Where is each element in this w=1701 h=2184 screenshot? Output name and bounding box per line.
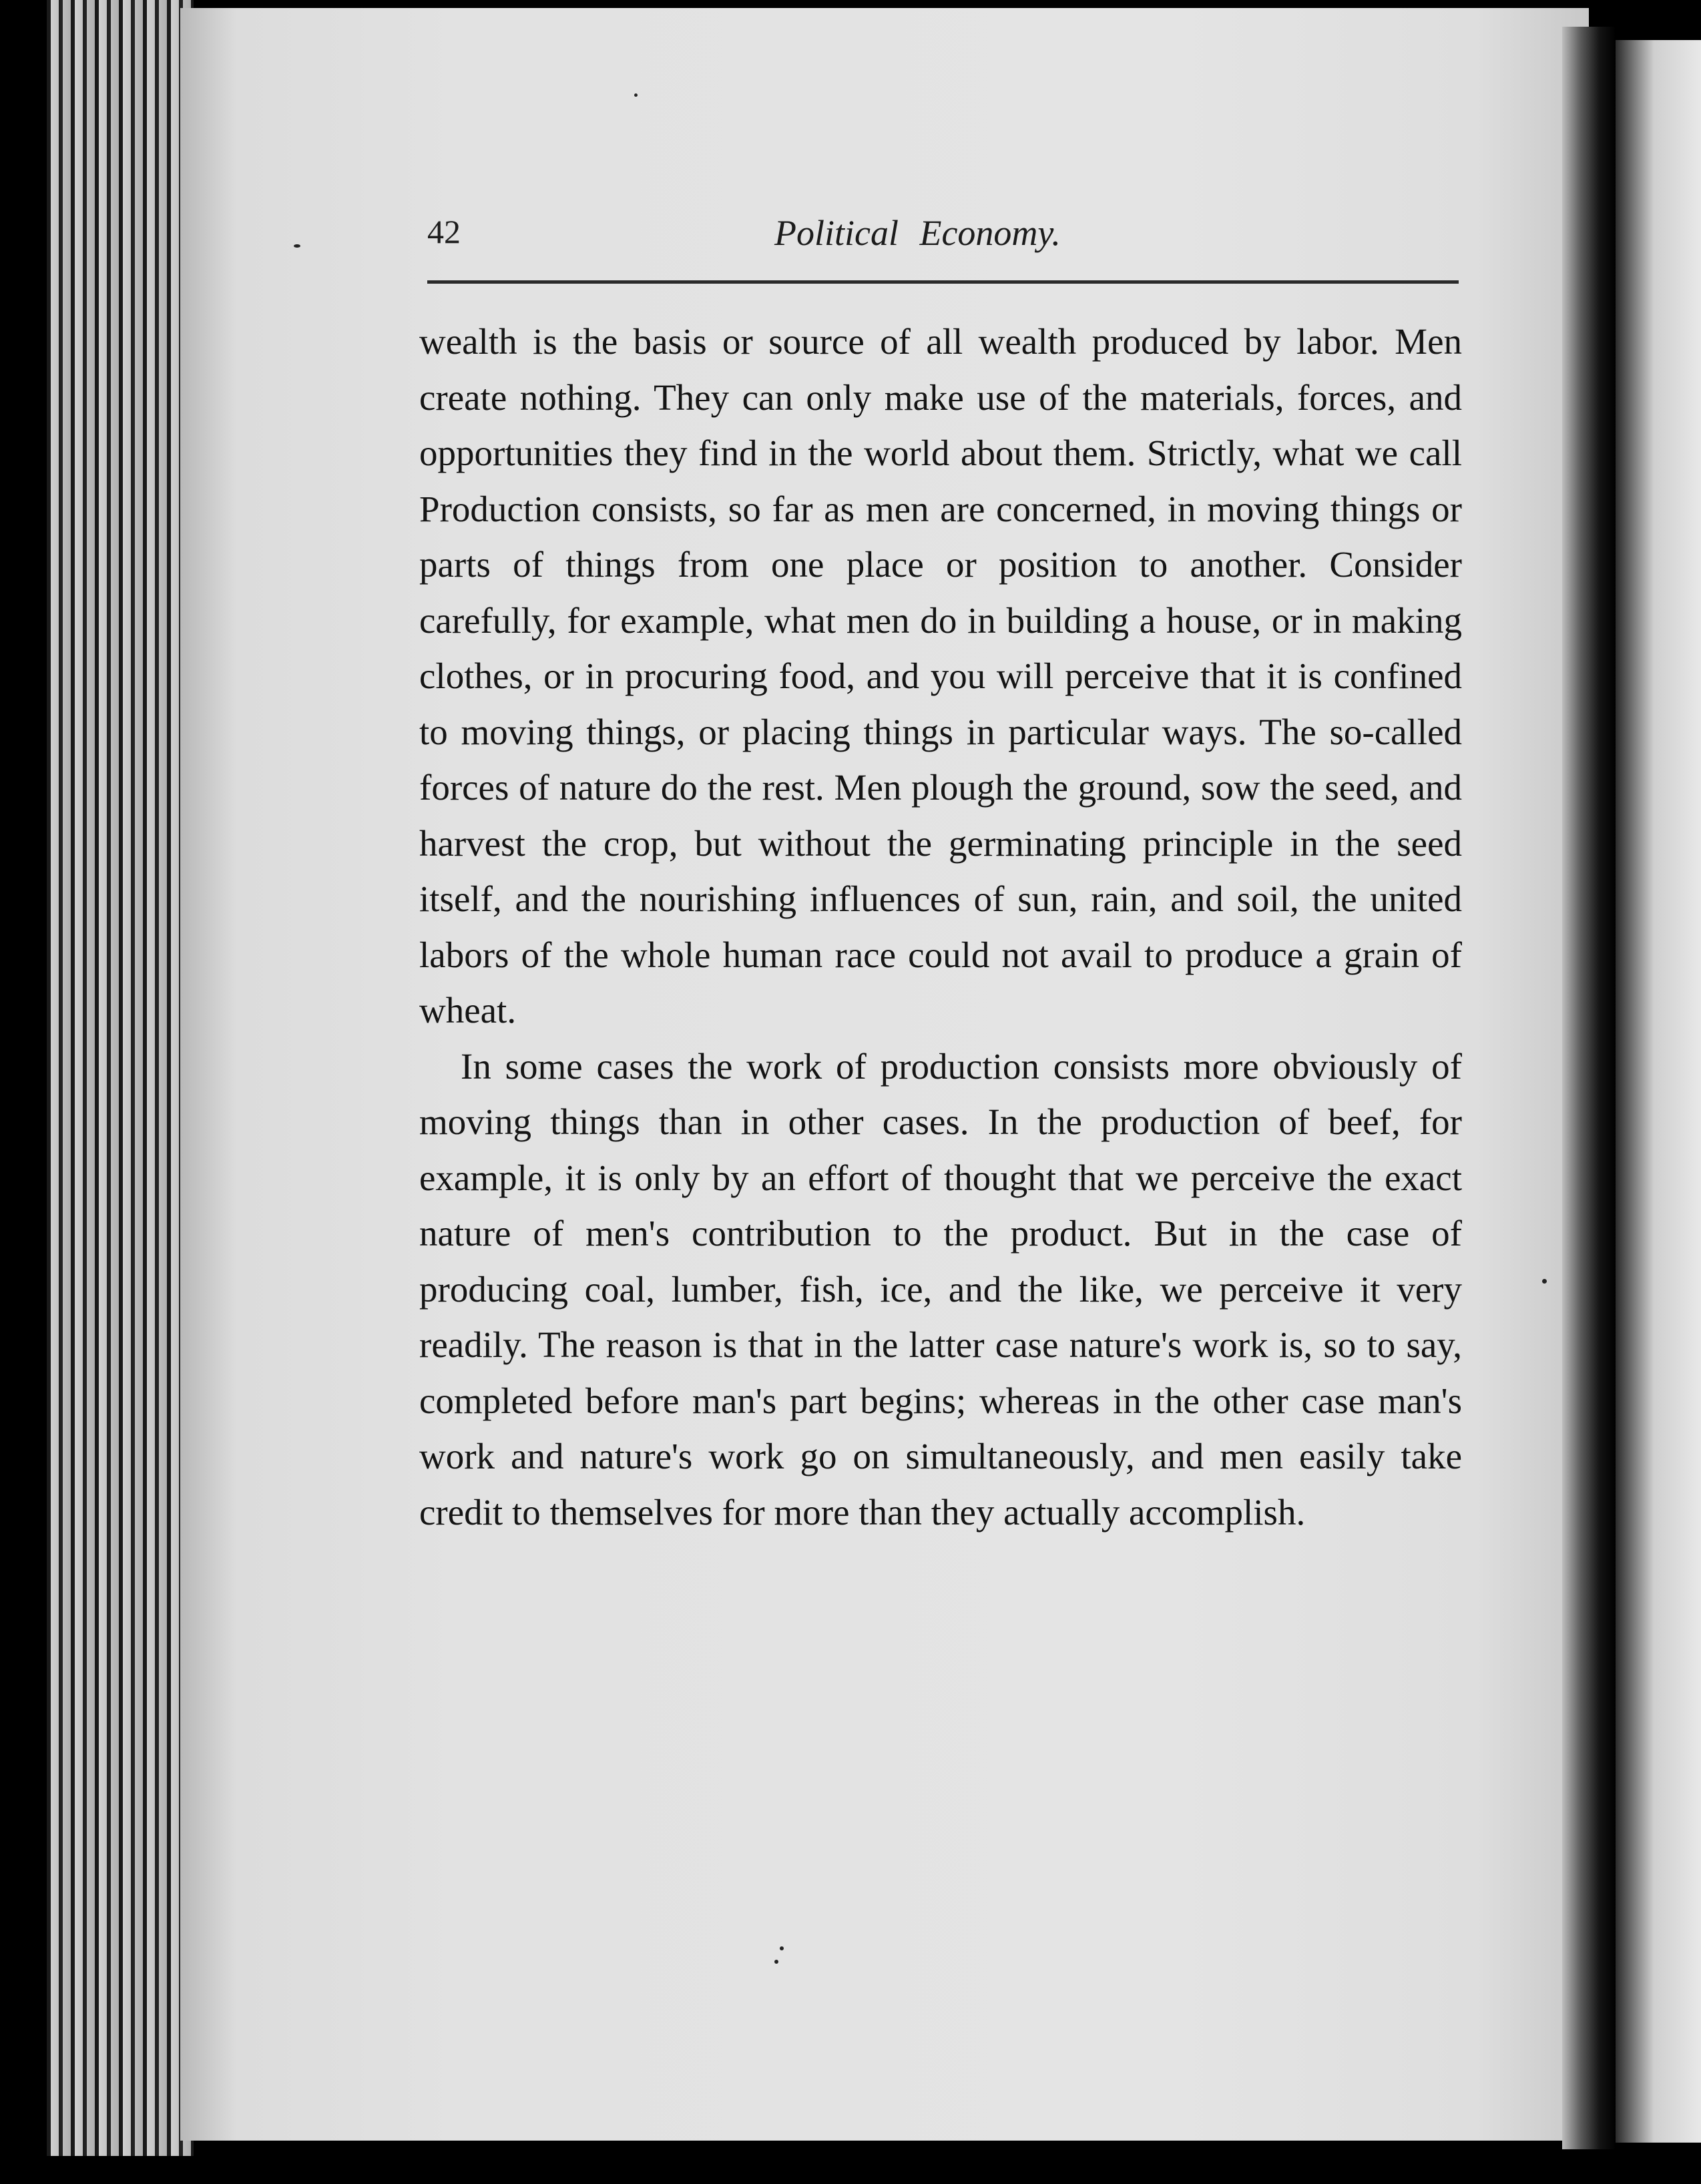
scan-speck xyxy=(294,244,300,248)
scan-speck xyxy=(634,93,638,97)
paragraph: wealth is the basis or source of all wealth produced by labor. Men create nothing. They can only make use of the materials, forces, and opportunities they find in the world about them. Strictly, what we call Production consists, so far as men are concerned, in moving things or parts of things from one place or position to another. Consider carefully, for example, what men do in building a house, or in making clothes, or in procuring food, and you will perceive that it is confined to moving things, or placing things in particular ways. The so-called forces of nature do the rest. Men plough the ground, sow the seed, and harvest the crop, but without the germinating principle in the seed itself, and the nourishing influences of sun, rain, and soil, the united labors of the whole human race could not avail to produce a grain of wheat. xyxy=(419,321,1462,1031)
running-head xyxy=(427,212,1459,266)
page-number: 42 xyxy=(427,213,461,250)
header-rule xyxy=(427,280,1459,284)
page-edges xyxy=(47,0,194,2156)
scan-speck xyxy=(774,1960,778,1964)
body-text xyxy=(419,314,1462,1540)
gutter-shadow xyxy=(1562,27,1616,2149)
facing-page-edge xyxy=(1616,40,1701,2143)
scan-speck xyxy=(780,1946,784,1950)
running-title: Political Economy. xyxy=(774,213,1061,253)
scan-speck xyxy=(1542,1279,1547,1284)
paragraph: In some cases the work of production consists more obviously of moving things than in other cases. In the production of beef, for example, it is only by an effort of thought that we perceive the exact nature of men's contribution to the product. But in the case of producing coal, lumber, fish, ice, and the like, we perceive it very readily. The reason is that in the latter case nature's work is, so to say, completed before man's part begins; whereas in the other case man's work and nature's work go on simultaneously, and men easily take credit to themselves for more than they actually accomplish. xyxy=(419,1045,1462,1533)
